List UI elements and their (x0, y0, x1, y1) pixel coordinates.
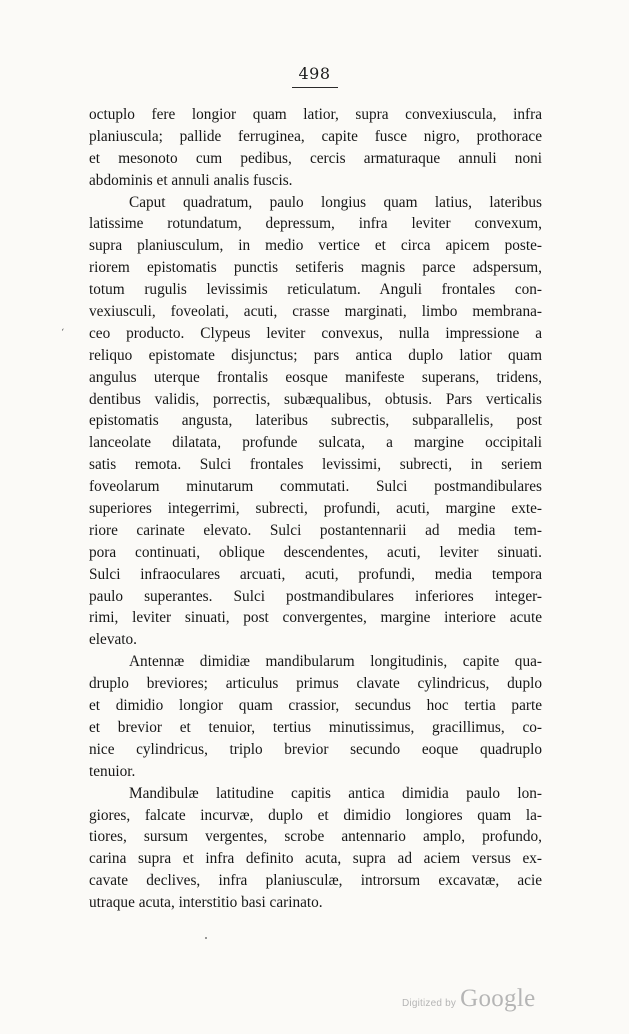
text-line: paulo superantes. Sulci postmandibulares inferiores integer- (89, 587, 542, 605)
text-line: totum rugulis levissimis reticulatum. Anguli frontales con- (89, 281, 542, 299)
text-line: rimi, leviter sinuati, post convergentes, margine interiore acute (89, 609, 542, 627)
text-line: tiores, sursum vergentes, scrobe antennario amplo, profundo, (89, 828, 542, 846)
text-line: pora continuati, oblique descendentes, acuti, leviter sinuati. (89, 543, 542, 561)
text-line: et brevior et tenuior, tertius minutissimus, gracillimus, co- (89, 718, 542, 736)
text-line: elevato. (89, 631, 137, 649)
text-line: vexiusculi, foveolati, acuti, crasse marginati, limbo membrana- (89, 303, 542, 321)
text-line: lanceolate dilatata, profunde sulcata, a margine occipitali (89, 434, 542, 452)
text-line: Caput quadratum, paulo longius quam latius, lateribus (129, 193, 542, 211)
text-line: et dimidio longior quam crassior, secundus hoc tertia parte (89, 697, 542, 715)
text-line: utraque acuta, interstitio basi carinato. (89, 894, 323, 912)
text-line: dentibus validis, porrectis, subæqualibus, obtusis. Pars verticalis (89, 390, 542, 408)
text-line: nice cylindricus, triplo brevior secundo eoque quadruplo (89, 740, 542, 758)
google-logo: Google (460, 985, 536, 1012)
text-line: riore carinate elevato. Sulci postantennarii ad media tem- (89, 521, 542, 539)
text-line: et mesonoto cum pedibus, cercis armaturaque annuli noni (89, 149, 542, 167)
text-line: Mandibulæ latitudine capitis antica dimidia paulo lon- (129, 784, 542, 802)
watermark-prefix: Digitized by (402, 998, 457, 1009)
text-line: tenuior. (89, 762, 136, 780)
body-text (89, 104, 542, 914)
text-line: abdominis et annuli analis fuscis. (89, 171, 293, 189)
digitized-by-google-watermark (402, 985, 536, 1013)
paragraph (89, 783, 542, 914)
text-line: Sulci infraoculares arcuati, acuti, profundi, media tempora (89, 565, 542, 583)
text-line: carina supra et infra definito acuta, supra ad aciem versus ex- (89, 850, 542, 868)
text-line: octuplo fere longior quam latior, supra convexiuscula, infra (89, 106, 542, 123)
page-number: 498 (298, 64, 331, 83)
text-line: latissime rotundatum, depressum, infra leviter convexum, (89, 215, 542, 233)
text-line: Antennæ dimidiæ mandibularum longitudinis, capite qua- (129, 653, 542, 671)
text-line: angulus uterque frontalis eosque manifeste superans, tridens, (89, 368, 542, 386)
paragraph (89, 104, 542, 192)
text-line: giores, falcate incurvæ, duplo et dimidio longiores quam la- (89, 806, 542, 824)
text-line: superiores integerrimi, subrecti, profundi, acuti, margine exte- (89, 500, 542, 518)
text-line: planiuscula; pallide ferruginea, capite fusce nigro, prothorace (89, 127, 542, 145)
text-line: ceo producto. Clypeus leviter convexus, nulla impressione a (89, 324, 542, 342)
page-number-underline (292, 87, 338, 88)
text-line: supra planiusculum, in medio vertice et circa apicem poste- (89, 237, 542, 255)
paragraph (89, 651, 542, 782)
text-line: cavate declives, infra planiusculæ, introrsum excavatæ, acie (89, 872, 542, 890)
text-line: druplo breviores; articulus primus clavate cylindricus, duplo (89, 675, 542, 693)
text-line: riorem epistomatis punctis setiferis magnis parce adspersum, (89, 259, 542, 277)
text-line: reliquo epistomate disjunctus; pars antica duplo latior quam (89, 346, 542, 364)
text-line: satis remota. Sulci frontales levissimi, subrecti, in seriem (89, 456, 542, 474)
paragraph (89, 192, 542, 652)
text-line: epistomatis angusta, lateribus subrectis, subparallelis, post (89, 412, 542, 430)
print-speck (205, 937, 207, 939)
text-line: foveolarum minutarum commutati. Sulci postmandibulares (89, 478, 542, 496)
margin-pencil-mark: ´ (59, 325, 69, 341)
